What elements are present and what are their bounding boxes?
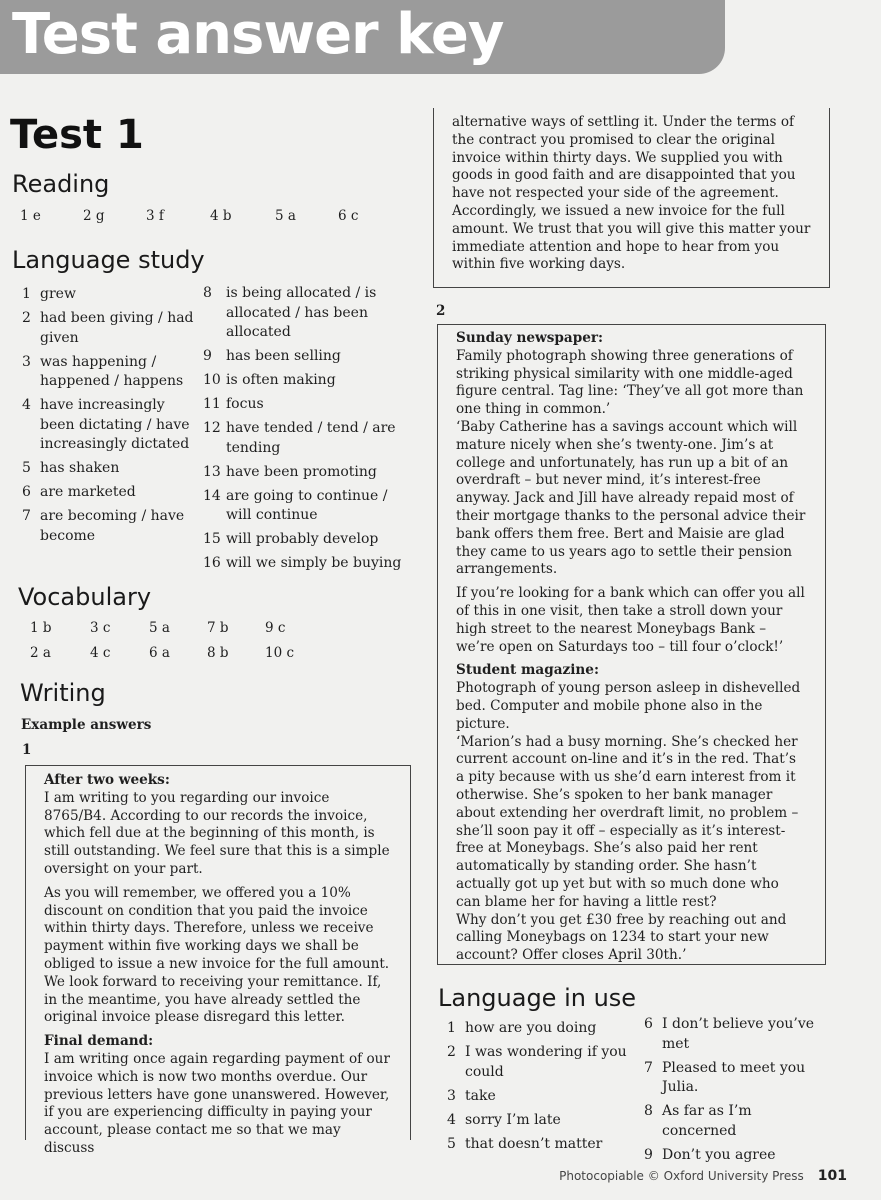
list-item-text: had been giving / had given (40, 310, 194, 346)
list-item-number: 8 (644, 1103, 653, 1119)
list-item-number: 11 (203, 396, 221, 412)
list-item-text: have increasingly been dictating / have increasingly dictated (40, 397, 190, 452)
writing-heading: Writing (20, 679, 106, 707)
writing-answer-box-2 (437, 324, 826, 965)
student-magazine-ad-text: ‘Marion’s had a busy morning. She’s checked her current account on-line and it’s in the red. That’s a pity because with us she’d earn interest from it otherwise. She’s spoken to her bank manager about extending her overdraft limit, no problem – she’ll soon pay it off – especially as it’s interest-free at Moneybags. She’s also paid her rent automatically by standing order. She hasn’t actually got up yet but with so much done who can blame her for having a little rest? (456, 733, 799, 910)
list-item-number: 1 (22, 286, 31, 302)
list-item-number: 7 (22, 508, 31, 524)
vocabulary-answer: 8 b (207, 645, 229, 661)
list-item (22, 309, 198, 348)
vocabulary-answer: 2 a (30, 645, 51, 661)
list-item (203, 284, 403, 343)
list-item (203, 530, 403, 550)
list-item (644, 1146, 824, 1166)
list-item-text: is often making (226, 372, 336, 388)
page-number: 101 (817, 1168, 847, 1184)
list-item (22, 285, 198, 305)
list-item (203, 347, 403, 367)
example-answers-label: Example answers (21, 717, 152, 733)
final-demand-paragraph: I am writing once again regarding payment of our invoice which is now two months overdue. Our previous letters have gone unanswered. However, if you are experiencing difficulty in paying your account, please contact me so that we may discuss (44, 1050, 390, 1156)
list-item (22, 353, 198, 392)
list-item-number: 7 (644, 1059, 653, 1076)
list-item-text: that doesn’t matter (465, 1135, 603, 1152)
list-item-text: is being allocated / is allocated / has been allocated (226, 285, 377, 340)
list-item-text: Pleased to meet you Julia. (662, 1059, 806, 1095)
list-item-text: focus (226, 396, 264, 412)
list-item (447, 1019, 637, 1039)
vocabulary-answer: 5 a (149, 620, 170, 636)
list-item-text: sorry I’m late (465, 1111, 561, 1128)
list-item-text: are marketed (40, 484, 136, 500)
sunday-newspaper-description: Family photograph showing three generations of striking physical similarity with one middle-aged figure central. Tag line: ‘They’ve all got more than one thing in common.’ (456, 347, 804, 418)
list-item (203, 487, 403, 526)
list-item-number: 5 (447, 1135, 456, 1152)
list-item-number: 6 (22, 484, 31, 500)
student-magazine-ad-closing: Why don’t you get £30 free by reaching out and calling Moneybags on 1234 to start your new account? Offer closes April 30th.’ (456, 911, 787, 964)
sunday-newspaper-label: Sunday newspaper: (456, 330, 604, 346)
reading-answer: 5 a (275, 208, 296, 224)
vocabulary-answer: 7 b (207, 620, 229, 636)
after-two-weeks-label: After two weeks: (44, 772, 170, 788)
sunday-newspaper-ad-closing: If you’re looking for a bank which can offer you all of this in one visit, then take a stroll down your high street to the nearest Moneybags Bank – we’re open on Saturdays too – till four o’clock!’ (456, 585, 805, 655)
list-item-number: 4 (22, 397, 31, 413)
list-item (22, 507, 198, 546)
writing-task-2-number: 2 (436, 303, 446, 319)
list-item-text: As far as I’m concerned (662, 1103, 752, 1139)
list-item-number: 5 (22, 460, 31, 476)
final-demand-paragraph-continued: alternative ways of settling it. Under the terms of the contract you promised to clear the original invoice within thirty days. We supplied you with goods in good faith and are disappointed that you have not respected your side of the agreement. Accordingly, we issued a new invoice for the full amount. We trust that you will give this matter your immediate attention and hope to hear from you within five working days. (452, 114, 811, 273)
writing-answer-box-1 (25, 765, 411, 1156)
list-item-number: 15 (203, 531, 221, 547)
test-title: Test 1 (10, 112, 144, 158)
page-header-title: Test answer key (12, 2, 504, 67)
list-item-number: 6 (644, 1016, 653, 1032)
list-item-text: will we simply be buying (226, 555, 402, 571)
list-item (447, 1087, 637, 1107)
language-study-list-left (22, 285, 198, 551)
list-item-number: 2 (447, 1044, 456, 1060)
language-study-heading: Language study (12, 246, 205, 274)
list-item-number: 14 (203, 487, 221, 504)
list-item (22, 483, 198, 503)
list-item-number: 16 (203, 555, 221, 571)
list-item-text: are going to continue / will continue (226, 487, 388, 523)
after-two-weeks-paragraph-2: As you will remember, we offered you a 10% discount on condition that you paid the invoice within thirty days. Therefore, unless we receive payment within five working days we shall be obliged to issue a new invoice for the full amount. We look forward to receiving your remittance. If, in the meantime, you have already settled the original invoice please disregard this letter. (44, 884, 390, 1026)
list-item-number: 2 (22, 310, 31, 326)
copyright-notice: Photocopiable © Oxford University Press (559, 1169, 804, 1183)
list-item (447, 1043, 637, 1082)
reading-answer: 1 e (20, 208, 41, 224)
reading-answer: 2 g (83, 208, 105, 224)
list-item-number: 3 (447, 1087, 456, 1104)
language-in-use-heading: Language in use (438, 984, 637, 1012)
student-magazine-description: Photograph of young person asleep in dishevelled bed. Computer and mobile phone also in the picture. (456, 680, 801, 732)
list-item (447, 1135, 637, 1155)
sunday-newspaper-ad-text: ‘Baby Catherine has a savings account which will mature nicely when she’s twenty-one. Jim’s at college and unfortunately, has run up a bit of an overdraft – but never mind, it’s interest-free anyway. Jack and Jill have already repaid most of their mortgage thanks to the personal advice their bank offers them free. Bert and Maisie are glad they came to us years ago to settle their pension arrangements. (456, 418, 806, 578)
list-item (203, 395, 403, 415)
list-item (203, 554, 403, 574)
vocabulary-heading: Vocabulary (18, 583, 152, 611)
reading-answer: 3 f (146, 208, 164, 224)
reading-answer: 6 c (338, 208, 359, 224)
list-item-number: 9 (644, 1146, 653, 1163)
vocabulary-answer: 10 c (265, 645, 295, 661)
list-item (203, 463, 403, 483)
list-item-text: are becoming / have become (40, 508, 185, 544)
list-item-text: was happening / happened / happens (40, 353, 184, 389)
list-item-number: 12 (203, 420, 221, 436)
list-item-number: 4 (447, 1111, 456, 1128)
list-item-number: 9 (203, 348, 212, 364)
list-item-text: Don’t you agree (662, 1146, 776, 1163)
list-item-text: I don’t believe you’ve met (662, 1016, 815, 1052)
list-item (22, 459, 198, 479)
list-item-text: will probably develop (226, 531, 379, 547)
list-item-text: I was wondering if you could (465, 1044, 627, 1080)
list-item (203, 371, 403, 391)
list-item-text: grew (40, 286, 76, 302)
vocabulary-answer: 9 c (265, 620, 286, 636)
list-item (22, 396, 198, 455)
vocabulary-answer: 4 c (90, 645, 111, 661)
list-item-number: 1 (447, 1020, 456, 1036)
list-item-text: has been selling (226, 348, 341, 364)
vocabulary-answer: 3 c (90, 620, 111, 636)
final-demand-label: Final demand: (44, 1033, 154, 1050)
list-item-text: how are you doing (465, 1020, 597, 1036)
language-in-use-list-right (644, 1015, 824, 1170)
list-item-text: has shaken (40, 460, 120, 476)
vocabulary-answer: 1 b (30, 620, 52, 636)
list-item (447, 1111, 637, 1131)
writing-answer-box-1-continued (433, 108, 830, 288)
writing-task-1-number: 1 (22, 742, 32, 758)
reading-heading: Reading (12, 170, 110, 198)
list-item-text: take (465, 1087, 496, 1104)
language-in-use-list-left (447, 1019, 637, 1159)
after-two-weeks-paragraph-1: I am writing to you regarding our invoice 8765/B4. According to our records the invoice, which fell due at the beginning of this month, is still outstanding. We feel sure that this is a simple oversight on your part. (44, 789, 390, 877)
language-study-list-right (203, 284, 403, 578)
vocabulary-answer: 6 a (149, 645, 170, 661)
list-item (203, 419, 403, 458)
list-item-number: 3 (22, 353, 31, 370)
student-magazine-label: Student magazine: (456, 662, 599, 679)
reading-answer: 4 b (210, 208, 232, 224)
list-item (644, 1059, 824, 1098)
list-item-text: have tended / tend / are tending (226, 420, 396, 456)
list-item-number: 8 (203, 285, 212, 301)
list-item (644, 1102, 824, 1141)
list-item (644, 1015, 824, 1054)
list-item-text: have been promoting (226, 463, 377, 480)
page-footer (559, 1168, 847, 1184)
list-item-number: 10 (203, 372, 221, 388)
list-item-number: 13 (203, 463, 221, 480)
